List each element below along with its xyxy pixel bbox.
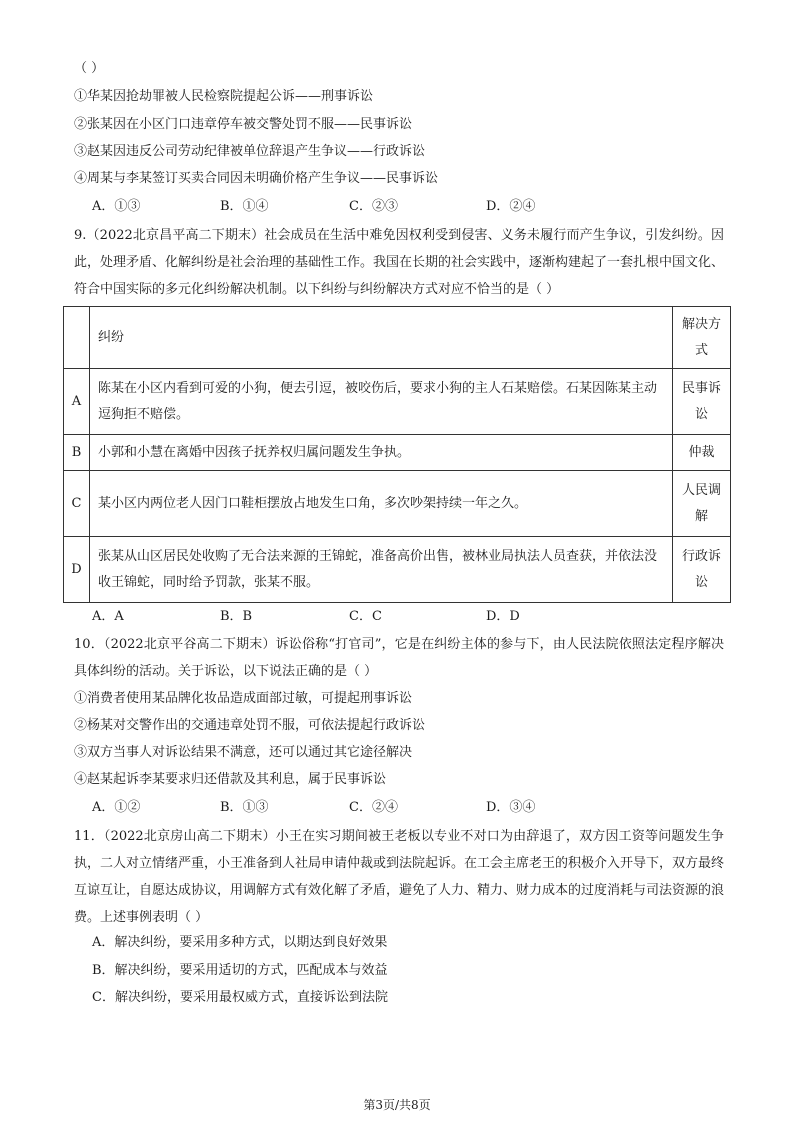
- q10-item-2: ②杨某对交警作出的交通违章处罚不服，可依法提起行政诉讼: [74, 718, 426, 733]
- q9-option-b[interactable]: B．B: [220, 609, 253, 624]
- q9-table: [63, 306, 731, 603]
- row-method: 行政诉讼: [673, 537, 731, 603]
- q8-item-3: ③赵某因违反公司劳动纪律被单位辞退产生争议——行政诉讼: [74, 144, 426, 159]
- q10-option-d[interactable]: D．③④: [486, 800, 536, 815]
- table-header-key: [64, 307, 90, 369]
- q11-choice-c[interactable]: C．解决纠纷，要采用最权威方式，直接诉讼到法院: [92, 990, 388, 1005]
- q8-item-1: ①华某因抢劫罪被人民检察院提起公诉——刑事诉讼: [74, 89, 374, 104]
- row-key: B: [64, 435, 90, 471]
- q10-option-b[interactable]: B．①③: [220, 800, 269, 815]
- q9-option-c[interactable]: C．C: [349, 609, 382, 624]
- table-row: [64, 369, 731, 435]
- row-method: 民事诉讼: [673, 369, 731, 435]
- q9-options: [92, 607, 692, 627]
- row-method: 仲裁: [673, 435, 731, 471]
- row-key: D: [64, 537, 90, 603]
- row-key: A: [64, 369, 90, 435]
- q10-item-3: ③双方当事人对诉讼结果不满意，还可以通过其它途径解决: [74, 745, 413, 760]
- row-method: 人民调解: [673, 471, 731, 537]
- q10-item-4: ④赵某起诉李某要求归还借款及其利息，属于民事诉讼: [74, 772, 387, 787]
- q9-option-a[interactable]: A．A: [92, 609, 124, 624]
- q8-options: [92, 197, 692, 217]
- q11-choice-b[interactable]: B．解决纠纷，要采用适切的方式，匹配成本与效益: [92, 963, 388, 978]
- q8-option-d[interactable]: D．②④: [486, 199, 536, 214]
- q8-paren: （ ）: [74, 61, 105, 76]
- row-key: C: [64, 471, 90, 537]
- page-number: 第3页/共8页: [363, 1098, 431, 1112]
- row-dispute: 某小区内两位老人因门口鞋柜摆放占地发生口角，多次吵架持续一年之久。: [90, 471, 673, 537]
- q11-stem: 11．（2022北京房山高二下期末）小王在实习期间被王老板以专业不对口为由辞退了，双方因工资等问题发生争执，二人对立情绪严重，小王准备到人社局申请仲裁或到法院起诉。在工会主席老王的积极介入开导下，双方最终互谅互让，自愿达成协议，用调解方式有效化解了矛盾，避免了人力、精力、财力成本的过度消耗与司法资源的浪费。上述事例表明（ ）: [74, 829, 725, 925]
- q9-stem: 9.（2022北京昌平高二下期末）社会成员在生活中难免因权利受到侵害、义务未履行而产生争议，引发纠纷。因此，处理矛盾、化解纠纷是社会治理的基础性工作。我国在长期的社会实践中，逐渐构建起了一套扎根中国文化、符合中国实际的多元化纠纷解决机制。以下纠纷与纠纷解决方式对应不恰当的是（ ）: [74, 228, 725, 297]
- q8-item-2: ②张某因在小区门口违章停车被交警处罚不服——民事诉讼: [74, 117, 413, 132]
- q10-option-c[interactable]: C．②④: [349, 800, 398, 815]
- table-header-dispute: 纠纷: [90, 307, 673, 369]
- q8-option-c[interactable]: C．②③: [349, 199, 398, 214]
- table-header-method: 解决方式: [673, 307, 731, 369]
- q9-option-d[interactable]: D．D: [486, 609, 520, 624]
- row-dispute: 小郭和小慧在离婚中因孩子抚养权归属问题发生争执。: [90, 435, 673, 471]
- q8-option-a[interactable]: A．①③: [92, 199, 141, 214]
- q8-option-b[interactable]: B．①④: [220, 199, 269, 214]
- q8-item-4: ④周某与李某签订买卖合同因未明确价格产生争议——民事诉讼: [74, 171, 439, 186]
- table-header-row: [64, 307, 731, 369]
- q10-item-1: ①消费者使用某品牌化妆品造成面部过敏，可提起刑事诉讼: [74, 691, 413, 706]
- table-row: [64, 471, 731, 537]
- q11-choice-a[interactable]: A．解决纠纷，要采用多种方式，以期达到良好效果: [92, 935, 388, 950]
- table-row: [64, 435, 731, 471]
- table-row: [64, 537, 731, 603]
- row-dispute: 陈某在小区内看到可爱的小狗，便去引逗，被咬伤后，要求小狗的主人石某赔偿。石某因陈某主动逗狗拒不赔偿。: [90, 369, 673, 435]
- q10-option-a[interactable]: A．①②: [92, 800, 141, 815]
- q10-stem: 10．（2022北京平谷高二下期末）诉讼俗称“打官司”，它是在纠纷主体的参与下，由人民法院依照法定程序解决具体纠纷的活动。关于诉讼，以下说法正确的是（ ）: [74, 637, 724, 679]
- q10-options: [92, 798, 692, 818]
- row-dispute: 张某从山区居民处收购了无合法来源的王锦蛇，准备高价出售，被林业局执法人员查获，并依法没收王锦蛇，同时给予罚款，张某不服。: [90, 537, 673, 603]
